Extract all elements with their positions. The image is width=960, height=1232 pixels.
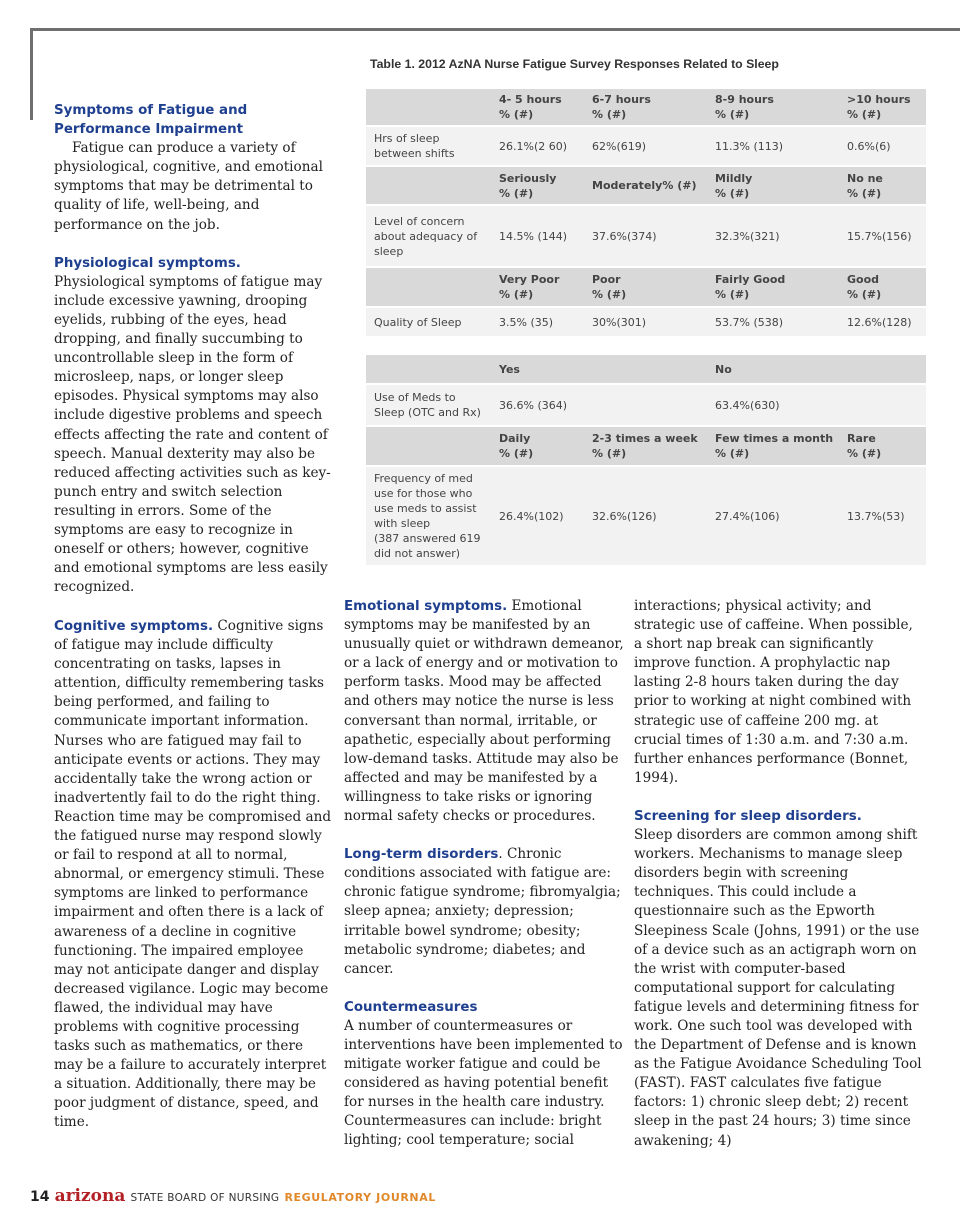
table-header-cell: Very Poor % (#) bbox=[493, 268, 586, 308]
paragraph-physiological: Physiological symptoms of fatigue may include excessive yawning, drooping eyelids, rubbing of the eyes, head dropping, and finally succumbing to uncontrollable sleep in the form of microsleep, naps, or longer sleep episodes. Physical symptoms may also include digestive problems and speech effects affecting the rate and content of speech. Manual dexterity may also be reduced affecting activities such as key-punch entry and switch selection resulting in errors. Some of the symptoms are easy to recognize in oneself or others; however, cognitive and emotional symptoms are less easily recognized. bbox=[54, 273, 331, 596]
table-cell: 53.7% (538) bbox=[709, 308, 841, 338]
meds-survey-table bbox=[366, 355, 926, 567]
table-header-cell: Daily % (#) bbox=[493, 427, 586, 467]
table-cell: 36.6% (364) bbox=[493, 385, 709, 427]
section-heading-physiological: Physiological symptoms. bbox=[54, 255, 241, 271]
table-cell: 3.5% (35) bbox=[493, 308, 586, 338]
paragraph-countermeasures: A number of countermeasures or interventions have been implemented to mitigate worker fatigue and could be considered as having potential benefit for nurses in the health care industry. Countermeasures can include: bright lighting; cool temperature; social bbox=[344, 1017, 623, 1149]
table-header-cell: No bbox=[709, 355, 926, 385]
table-header-cell: 4- 5 hours % (#) bbox=[493, 89, 586, 127]
table-header-cell: 6-7 hours % (#) bbox=[586, 89, 709, 127]
table-header-cell: Moderately% (#) bbox=[586, 167, 709, 206]
paragraph-screening: Sleep disorders are common among shift workers. Mechanisms to manage sleep disorders begin with screening techniques. This could include a questionnaire such as the Epworth Sleepiness Scale (Johns, 1991) or the use of a device such as an actigraph worn on the wrist with computer-based computational support for calculating fatigue levels and determining fitness for work. One such tool was developed with the Department of Defense and is known as the Fatigue Avoidance Scheduling Tool (FAST). FAST calculates five fatigue factors: 1) chronic sleep debt; 2) recent sleep in the past 24 hours; 3) time since awakening; 4) bbox=[634, 827, 922, 1149]
table-header-row bbox=[366, 427, 926, 467]
inline-heading-emotional: Emotional symptoms. bbox=[344, 599, 508, 614]
table-row bbox=[366, 206, 926, 268]
table-header-cell: Few times a month % (#) bbox=[709, 427, 841, 467]
paragraph-symptoms: Fatigue can produce a variety of physiological, cognitive, and emotional symptoms that may be detrimental to quality of life, well-being, and performance on the job. bbox=[54, 140, 323, 233]
sleep-survey-table bbox=[366, 89, 926, 338]
article-column-left-top bbox=[54, 101, 334, 597]
page-frame-top-rule bbox=[30, 28, 960, 31]
table-cell: 37.6%(374) bbox=[586, 206, 709, 268]
table-header-row bbox=[366, 268, 926, 308]
table-cell: 26.4%(102) bbox=[493, 467, 586, 567]
table-cell: 63.4%(630) bbox=[709, 385, 926, 427]
table-header-cell: No ne % (#) bbox=[841, 167, 926, 206]
page-footer bbox=[30, 1186, 436, 1206]
table-header-row bbox=[366, 167, 926, 206]
table-cell: 15.7%(156) bbox=[841, 206, 926, 268]
table-cell: 32.6%(126) bbox=[586, 467, 709, 567]
table-cell: 32.3%(321) bbox=[709, 206, 841, 268]
table-cell: 14.5% (144) bbox=[493, 206, 586, 268]
article-column-right bbox=[634, 597, 924, 1151]
section-heading-screening: Screening for sleep disorders. bbox=[634, 808, 862, 824]
paragraph-cognitive bbox=[54, 617, 334, 1133]
article-column-middle bbox=[344, 597, 624, 1151]
table-header-cell: Good % (#) bbox=[841, 268, 926, 308]
table-cell: 13.7%(53) bbox=[841, 467, 926, 567]
table-header-cell: 8-9 hours % (#) bbox=[709, 89, 841, 127]
table-row-label: Use of Meds to Sleep (OTC and Rx) bbox=[366, 385, 493, 427]
table-cell: 11.3% (113) bbox=[709, 127, 841, 167]
table-cell: 27.4%(106) bbox=[709, 467, 841, 567]
table-cell: 62%(619) bbox=[586, 127, 709, 167]
table-row-label: Level of concern about adequacy of sleep bbox=[366, 206, 493, 268]
table-cell: 12.6%(128) bbox=[841, 308, 926, 338]
table-row bbox=[366, 308, 926, 338]
table-row bbox=[366, 467, 926, 567]
table-row-label: Quality of Sleep bbox=[366, 308, 493, 338]
article-column-left-bottom bbox=[54, 617, 334, 1133]
emotional-text: Emotional symptoms may be manifested by an unusually quiet or withdrawn demeanor, or a lack of energy and or motivation to perform tasks. Mood may be affected and others may notice the nurse is less conversant than normal, irritable, or apathetic, especially about performing low-demand tasks. Attitude may also be affected and may be manifested by a willingness to take risks or ignoring normal safety checks or procedures. bbox=[344, 598, 624, 825]
table-header-cell: >10 hours % (#) bbox=[841, 89, 926, 127]
paragraph-emotional bbox=[344, 597, 624, 826]
table-row-label: Frequency of med use for those who use meds to assist with sleep (387 answered 619 did not answer) bbox=[366, 467, 493, 567]
footer-brand: arizona bbox=[54, 1186, 126, 1206]
section-heading-countermeasures: Countermeasures bbox=[344, 999, 478, 1015]
page-number: 14 bbox=[30, 1189, 50, 1205]
table-cell: 0.6%(6) bbox=[841, 127, 926, 167]
table-header-row bbox=[366, 355, 926, 385]
table-cell: 26.1%(2 60) bbox=[493, 127, 586, 167]
paragraph-longterm bbox=[344, 845, 624, 979]
table-row bbox=[366, 127, 926, 167]
footer-journal-name: REGULATORY JOURNAL bbox=[284, 1191, 436, 1204]
cognitive-text: Cognitive signs of fatigue may include difficulty concentrating on tasks, lapses in attention, difficulty remembering tasks being performed, and failing to communicate important information. Nurses who are fatigued may fail to anticipate events or actions. They may accidentally take the wrong action or inadvertently fail to do the right thing. Reaction time may be compromised and the fatigued nurse may respond slowly or fail to respond at all to normal, abnormal, or emergency stimuli. These symptoms are linked to performance impairment and often there is a lack of awareness of a decline in cognitive functioning. The impaired employee may not anticipate danger and display decreased vigilance. Logic may become flawed, the individual may have problems with cognitive processing tasks such as mathematics, or there may be a failure to accurately interpret a situation. Additionally, there may be poor judgment of distance, speed, and time. bbox=[54, 618, 332, 1131]
table-header-cell: Seriously % (#) bbox=[493, 167, 586, 206]
table-header-row bbox=[366, 89, 926, 127]
table-header-cell: Yes bbox=[493, 355, 709, 385]
section-heading-symptoms: Symptoms of Fatigue and Performance Impairment bbox=[54, 103, 248, 138]
table-header-cell: Rare % (#) bbox=[841, 427, 926, 467]
page-frame-left-rule bbox=[30, 28, 33, 120]
table-header-cell: Poor % (#) bbox=[586, 268, 709, 308]
longterm-text: . Chronic conditions associated with fatigue are: chronic fatigue syndrome; fibromyalgia; sleep apnea; anxiety; depression; irritable bowel syndrome; obesity; metabolic syndrome; diabetes; and cancer. bbox=[344, 846, 621, 977]
table-row bbox=[366, 385, 926, 427]
paragraph-countermeasures-continued: interactions; physical activity; and strategic use of caffeine. When possible, a short nap break can significantly improve function. A prophylactic nap lasting 2-8 hours taken during the day prior to working at night combined with strategic use of caffeine 200 mg. at crucial times of 1:30 a.m. and 7:30 a.m. further enhances performance (Bonnet, 1994). bbox=[634, 598, 913, 786]
table-header-cell: Mildly % (#) bbox=[709, 167, 841, 206]
table-header-cell: 2-3 times a week % (#) bbox=[586, 427, 709, 467]
footer-board-name: STATE BOARD OF NURSING bbox=[130, 1192, 280, 1204]
table-header-cell: Fairly Good % (#) bbox=[709, 268, 841, 308]
table-title: Table 1. 2012 AzNA Nurse Fatigue Survey Responses Related to Sleep bbox=[370, 57, 779, 71]
inline-heading-longterm: Long-term disorders bbox=[344, 847, 499, 863]
table-cell: 30%(301) bbox=[586, 308, 709, 338]
inline-heading-cognitive: Cognitive symptoms. bbox=[54, 619, 214, 634]
table-row-label: Hrs of sleep between shifts bbox=[366, 127, 493, 167]
